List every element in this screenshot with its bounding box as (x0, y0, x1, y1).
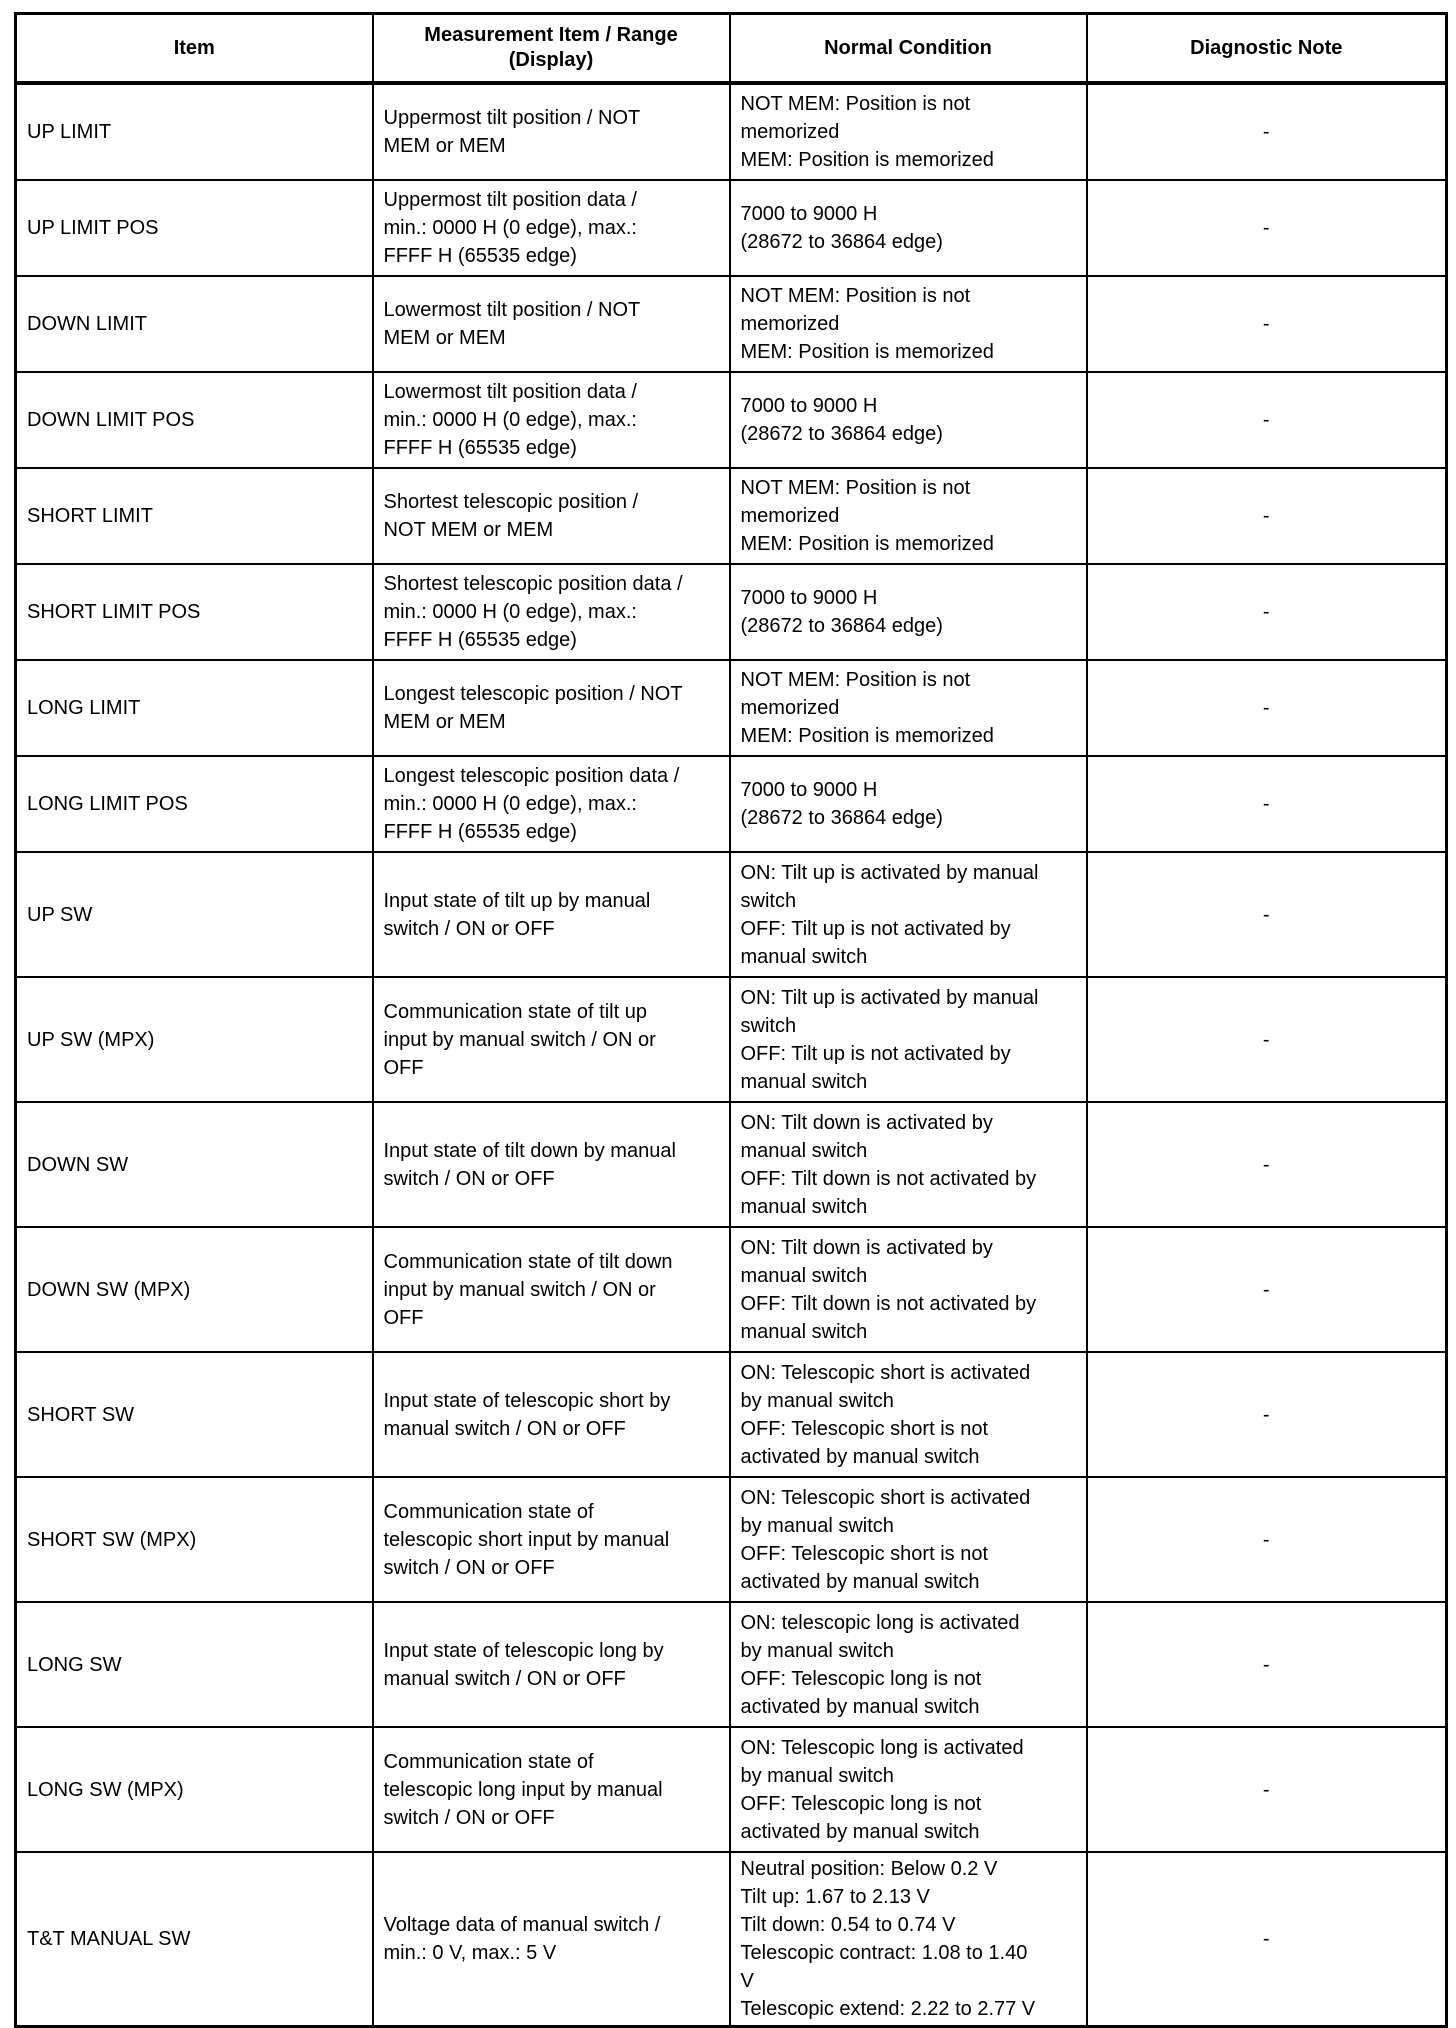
measurement-cell: Communication state of tilt up input by manual switch / ON or OFF (373, 977, 730, 1102)
diagnostic-note-cell: - (1087, 564, 1447, 660)
measurement-cell: Communication state of telescopic short input by manual switch / ON or OFF (373, 1477, 730, 1602)
measurement-cell: Lowermost tilt position data / min.: 0000 H (0 edge), max.: FFFF H (65535 edge) (373, 372, 730, 468)
table-row (16, 180, 1447, 276)
item-cell: LONG SW (MPX) (16, 1727, 373, 1852)
measurement-cell: Voltage data of manual switch / min.: 0 V, max.: 5 V (373, 1852, 730, 2027)
measurement-cell: Input state of tilt up by manual switch / ON or OFF (373, 852, 730, 977)
normal-condition-cell: NOT MEM: Position is not memorized MEM: Position is memorized (730, 83, 1087, 180)
diagnostic-note-cell: - (1087, 1352, 1447, 1477)
table-row (16, 756, 1447, 852)
table-row (16, 468, 1447, 564)
normal-condition-cell: ON: Tilt down is activated by manual switch OFF: Tilt down is not activated by manual switch (730, 1102, 1087, 1227)
normal-condition-cell: 7000 to 9000 H (28672 to 36864 edge) (730, 564, 1087, 660)
table-row (16, 1727, 1447, 1852)
diagnostic-note-cell: - (1087, 1477, 1447, 1602)
table-row (16, 660, 1447, 756)
item-cell: UP SW (MPX) (16, 977, 373, 1102)
table-row (16, 977, 1447, 1102)
measurement-cell: Uppermost tilt position data / min.: 0000 H (0 edge), max.: FFFF H (65535 edge) (373, 180, 730, 276)
normal-condition-cell: Neutral position: Below 0.2 V Tilt up: 1.67 to 2.13 V Tilt down: 0.54 to 0.74 V Telescopic contract: 1.08 to 1.40 V Telescopic extend: 2.22 to 2.77 V (730, 1852, 1087, 2027)
diagnostic-note-cell: - (1087, 1852, 1447, 2027)
normal-condition-cell: 7000 to 9000 H (28672 to 36864 edge) (730, 180, 1087, 276)
item-cell: UP SW (16, 852, 373, 977)
table-row (16, 1227, 1447, 1352)
header-item: Item (16, 14, 373, 84)
item-cell: SHORT LIMIT (16, 468, 373, 564)
item-cell: LONG LIMIT (16, 660, 373, 756)
item-cell: UP LIMIT (16, 83, 373, 180)
item-cell: T&T MANUAL SW (16, 1852, 373, 2027)
normal-condition-cell: ON: Tilt up is activated by manual switch OFF: Tilt up is not activated by manual switch (730, 977, 1087, 1102)
normal-condition-cell: ON: Tilt down is activated by manual switch OFF: Tilt down is not activated by manual switch (730, 1227, 1087, 1352)
normal-condition-cell: ON: Telescopic long is activated by manual switch OFF: Telescopic long is not activated by manual switch (730, 1727, 1087, 1852)
item-cell: DOWN SW (MPX) (16, 1227, 373, 1352)
table-row (16, 852, 1447, 977)
item-cell: DOWN LIMIT POS (16, 372, 373, 468)
item-cell: SHORT LIMIT POS (16, 564, 373, 660)
measurement-cell: Communication state of tilt down input by manual switch / ON or OFF (373, 1227, 730, 1352)
measurement-cell: Lowermost tilt position / NOT MEM or MEM (373, 276, 730, 372)
item-cell: LONG SW (16, 1602, 373, 1727)
diagnostic-note-cell: - (1087, 852, 1447, 977)
diagnostic-note-cell: - (1087, 1227, 1447, 1352)
normal-condition-cell: 7000 to 9000 H (28672 to 36864 edge) (730, 372, 1087, 468)
item-cell: SHORT SW (MPX) (16, 1477, 373, 1602)
measurement-cell: Shortest telescopic position data / min.: 0000 H (0 edge), max.: FFFF H (65535 edge) (373, 564, 730, 660)
table-row (16, 276, 1447, 372)
table-row (16, 1852, 1447, 2027)
measurement-cell: Longest telescopic position data / min.: 0000 H (0 edge), max.: FFFF H (65535 edge) (373, 756, 730, 852)
diagnostic-note-cell: - (1087, 180, 1447, 276)
normal-condition-cell: NOT MEM: Position is not memorized MEM: Position is memorized (730, 468, 1087, 564)
measurement-cell: Longest telescopic position / NOT MEM or MEM (373, 660, 730, 756)
diagnostic-note-cell: - (1087, 83, 1447, 180)
header-diagnostic-note: Diagnostic Note (1087, 14, 1447, 84)
measurement-cell: Uppermost tilt position / NOT MEM or MEM (373, 83, 730, 180)
item-cell: DOWN LIMIT (16, 276, 373, 372)
normal-condition-cell: NOT MEM: Position is not memorized MEM: Position is memorized (730, 276, 1087, 372)
diagnostic-note-cell: - (1087, 468, 1447, 564)
normal-condition-cell: ON: Tilt up is activated by manual switch OFF: Tilt up is not activated by manual switch (730, 852, 1087, 977)
diagnostic-note-cell: - (1087, 1602, 1447, 1727)
table-row (16, 564, 1447, 660)
header-normal-condition: Normal Condition (730, 14, 1087, 84)
normal-condition-cell: 7000 to 9000 H (28672 to 36864 edge) (730, 756, 1087, 852)
data-list-table (14, 12, 1448, 2028)
normal-condition-cell: ON: Telescopic short is activated by manual switch OFF: Telescopic short is not activated by manual switch (730, 1352, 1087, 1477)
diagnostic-note-cell: - (1087, 756, 1447, 852)
item-cell: LONG LIMIT POS (16, 756, 373, 852)
item-cell: SHORT SW (16, 1352, 373, 1477)
diagnostic-note-cell: - (1087, 660, 1447, 756)
diagnostic-note-cell: - (1087, 977, 1447, 1102)
normal-condition-cell: ON: Telescopic short is activated by manual switch OFF: Telescopic short is not activated by manual switch (730, 1477, 1087, 1602)
diagnostic-note-cell: - (1087, 1102, 1447, 1227)
measurement-cell: Input state of telescopic long by manual switch / ON or OFF (373, 1602, 730, 1727)
measurement-cell: Input state of tilt down by manual switch / ON or OFF (373, 1102, 730, 1227)
measurement-cell: Input state of telescopic short by manual switch / ON or OFF (373, 1352, 730, 1477)
measurement-cell: Communication state of telescopic long input by manual switch / ON or OFF (373, 1727, 730, 1852)
table-row (16, 1477, 1447, 1602)
header-row (16, 14, 1447, 84)
item-cell: DOWN SW (16, 1102, 373, 1227)
table-row (16, 83, 1447, 180)
table-row (16, 1352, 1447, 1477)
diagnostic-note-cell: - (1087, 276, 1447, 372)
table-row (16, 372, 1447, 468)
normal-condition-cell: ON: telescopic long is activated by manual switch OFF: Telescopic long is not activated by manual switch (730, 1602, 1087, 1727)
measurement-cell: Shortest telescopic position / NOT MEM or MEM (373, 468, 730, 564)
diagnostic-note-cell: - (1087, 372, 1447, 468)
table-row (16, 1102, 1447, 1227)
data-list-sheet (14, 12, 1445, 2028)
normal-condition-cell: NOT MEM: Position is not memorized MEM: Position is memorized (730, 660, 1087, 756)
header-measurement: Measurement Item / Range (Display) (373, 14, 730, 84)
diagnostic-note-cell: - (1087, 1727, 1447, 1852)
table-row (16, 1602, 1447, 1727)
item-cell: UP LIMIT POS (16, 180, 373, 276)
